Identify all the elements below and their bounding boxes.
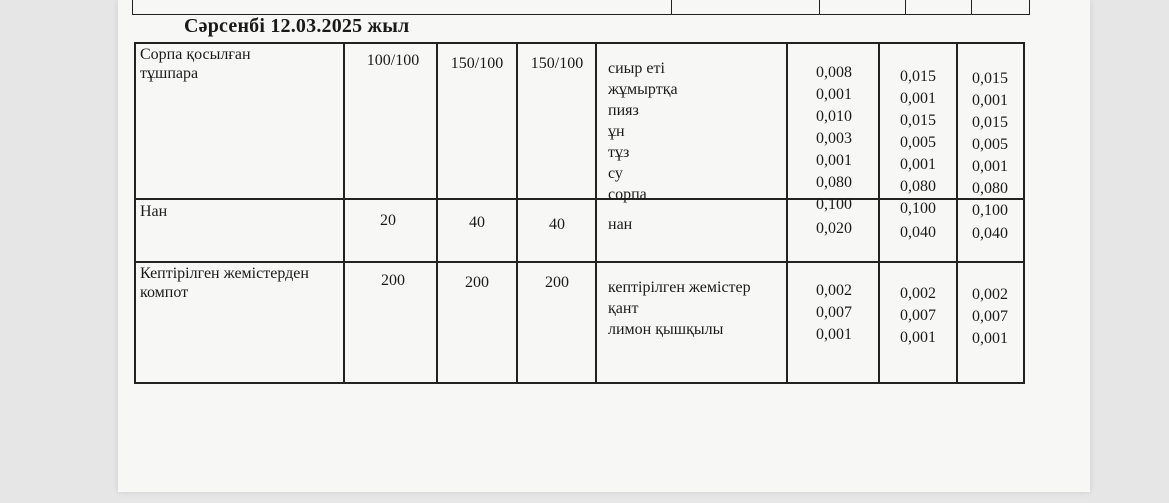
portion-2: 40 [469, 214, 485, 231]
dish-name-line: Кептірілген жемістердeн [140, 265, 309, 282]
portion-3: 40 [549, 216, 565, 233]
quantity-column-2 [888, 66, 948, 220]
quantity-column-1 [804, 62, 864, 216]
quantity: 0,015 [900, 112, 936, 129]
ingredient-list [608, 214, 632, 235]
quantity: 0,001 [972, 92, 1008, 109]
quantity: 0,001 [900, 329, 936, 346]
table-border-right [1023, 42, 1025, 383]
dish-name-line: Нан [140, 203, 168, 220]
column-divider [595, 42, 597, 383]
quantity-column-2 [888, 222, 948, 244]
previous-table-divider [905, 0, 906, 14]
column-divider [878, 42, 880, 383]
ingredient: тұз [608, 144, 630, 161]
dish-name [140, 202, 167, 221]
quantity: 0,080 [972, 180, 1008, 197]
quantity: 0,007 [816, 304, 852, 321]
portion-1: 20 [380, 212, 396, 229]
table-border-bottom [134, 382, 1025, 384]
quantity-column-2 [888, 283, 948, 349]
previous-table-divider [971, 0, 972, 14]
previous-table-remnant [132, 0, 1030, 15]
ingredient: кептірілген жемістер [608, 279, 751, 296]
quantity: 0,080 [900, 178, 936, 195]
quantity: 0,001 [972, 330, 1008, 347]
ingredient: лимон қышқылы [608, 321, 724, 338]
quantity: 0,100 [900, 200, 936, 217]
ingredient: қант [608, 300, 639, 317]
ingredient: жұмыртқа [608, 81, 678, 98]
portion-2: 150/100 [450, 55, 504, 72]
dish-name-line: Сорпа қосылған [140, 46, 251, 63]
quantity: 0,001 [816, 326, 852, 343]
page-title: Сәрсенбі 12.03.2025 жыл [184, 15, 410, 37]
portion-2: 200 [465, 274, 489, 291]
row-divider [134, 261, 1025, 263]
quantity: 0,040 [900, 224, 936, 241]
dish-name-line: тұшпара [140, 65, 199, 82]
quantity: 0,001 [900, 156, 936, 173]
quantity-column-1 [804, 218, 864, 240]
dish-name-line: компот [140, 284, 189, 301]
ingredient: ұн [608, 123, 625, 140]
quantity-column-3 [960, 284, 1020, 350]
quantity: 0,007 [972, 308, 1008, 325]
ingredient-list [608, 277, 751, 340]
previous-table-divider [671, 0, 672, 14]
ingredient: сиыр еті [608, 60, 665, 77]
quantity: 0,100 [972, 202, 1008, 219]
quantity: 0,040 [972, 225, 1008, 242]
column-divider [343, 42, 345, 383]
quantity: 0,005 [972, 136, 1008, 153]
quantity: 0,010 [816, 108, 852, 125]
quantity: 0,002 [900, 285, 936, 302]
portion-1: 100/100 [366, 52, 420, 69]
ingredient: су [608, 165, 623, 182]
table-border-top [134, 42, 1025, 44]
ingredient-list [608, 58, 678, 205]
ingredient: нан [608, 216, 633, 233]
previous-table-divider [819, 0, 820, 14]
column-divider [956, 42, 958, 383]
portion-1: 200 [381, 272, 405, 289]
quantity: 0,002 [972, 286, 1008, 303]
quantity: 0,003 [816, 130, 852, 147]
column-divider [786, 42, 788, 383]
quantity: 0,015 [900, 68, 936, 85]
quantity-column-1 [804, 280, 864, 346]
dish-name [140, 264, 340, 302]
quantity: 0,020 [816, 220, 852, 237]
quantity: 0,080 [816, 174, 852, 191]
portion-3: 150/100 [530, 55, 584, 72]
quantity-column-3 [960, 223, 1020, 245]
quantity-column-3 [960, 68, 1020, 222]
quantity: 0,015 [972, 70, 1008, 87]
quantity: 0,100 [816, 196, 852, 213]
quantity: 0,001 [972, 158, 1008, 175]
quantity: 0,007 [900, 307, 936, 324]
quantity: 0,001 [900, 90, 936, 107]
ingredient: пияз [608, 102, 639, 119]
quantity: 0,001 [816, 152, 852, 169]
ingredient: сорпа [608, 186, 647, 203]
quantity: 0,002 [816, 282, 852, 299]
menu-table [134, 42, 1025, 384]
portion-3: 200 [545, 274, 569, 291]
quantity: 0,015 [972, 114, 1008, 131]
table-border-left [134, 42, 136, 383]
quantity: 0,001 [816, 86, 852, 103]
quantity: 0,005 [900, 134, 936, 151]
document-page [118, 0, 1090, 492]
quantity: 0,008 [816, 64, 852, 81]
dish-name [140, 45, 251, 83]
